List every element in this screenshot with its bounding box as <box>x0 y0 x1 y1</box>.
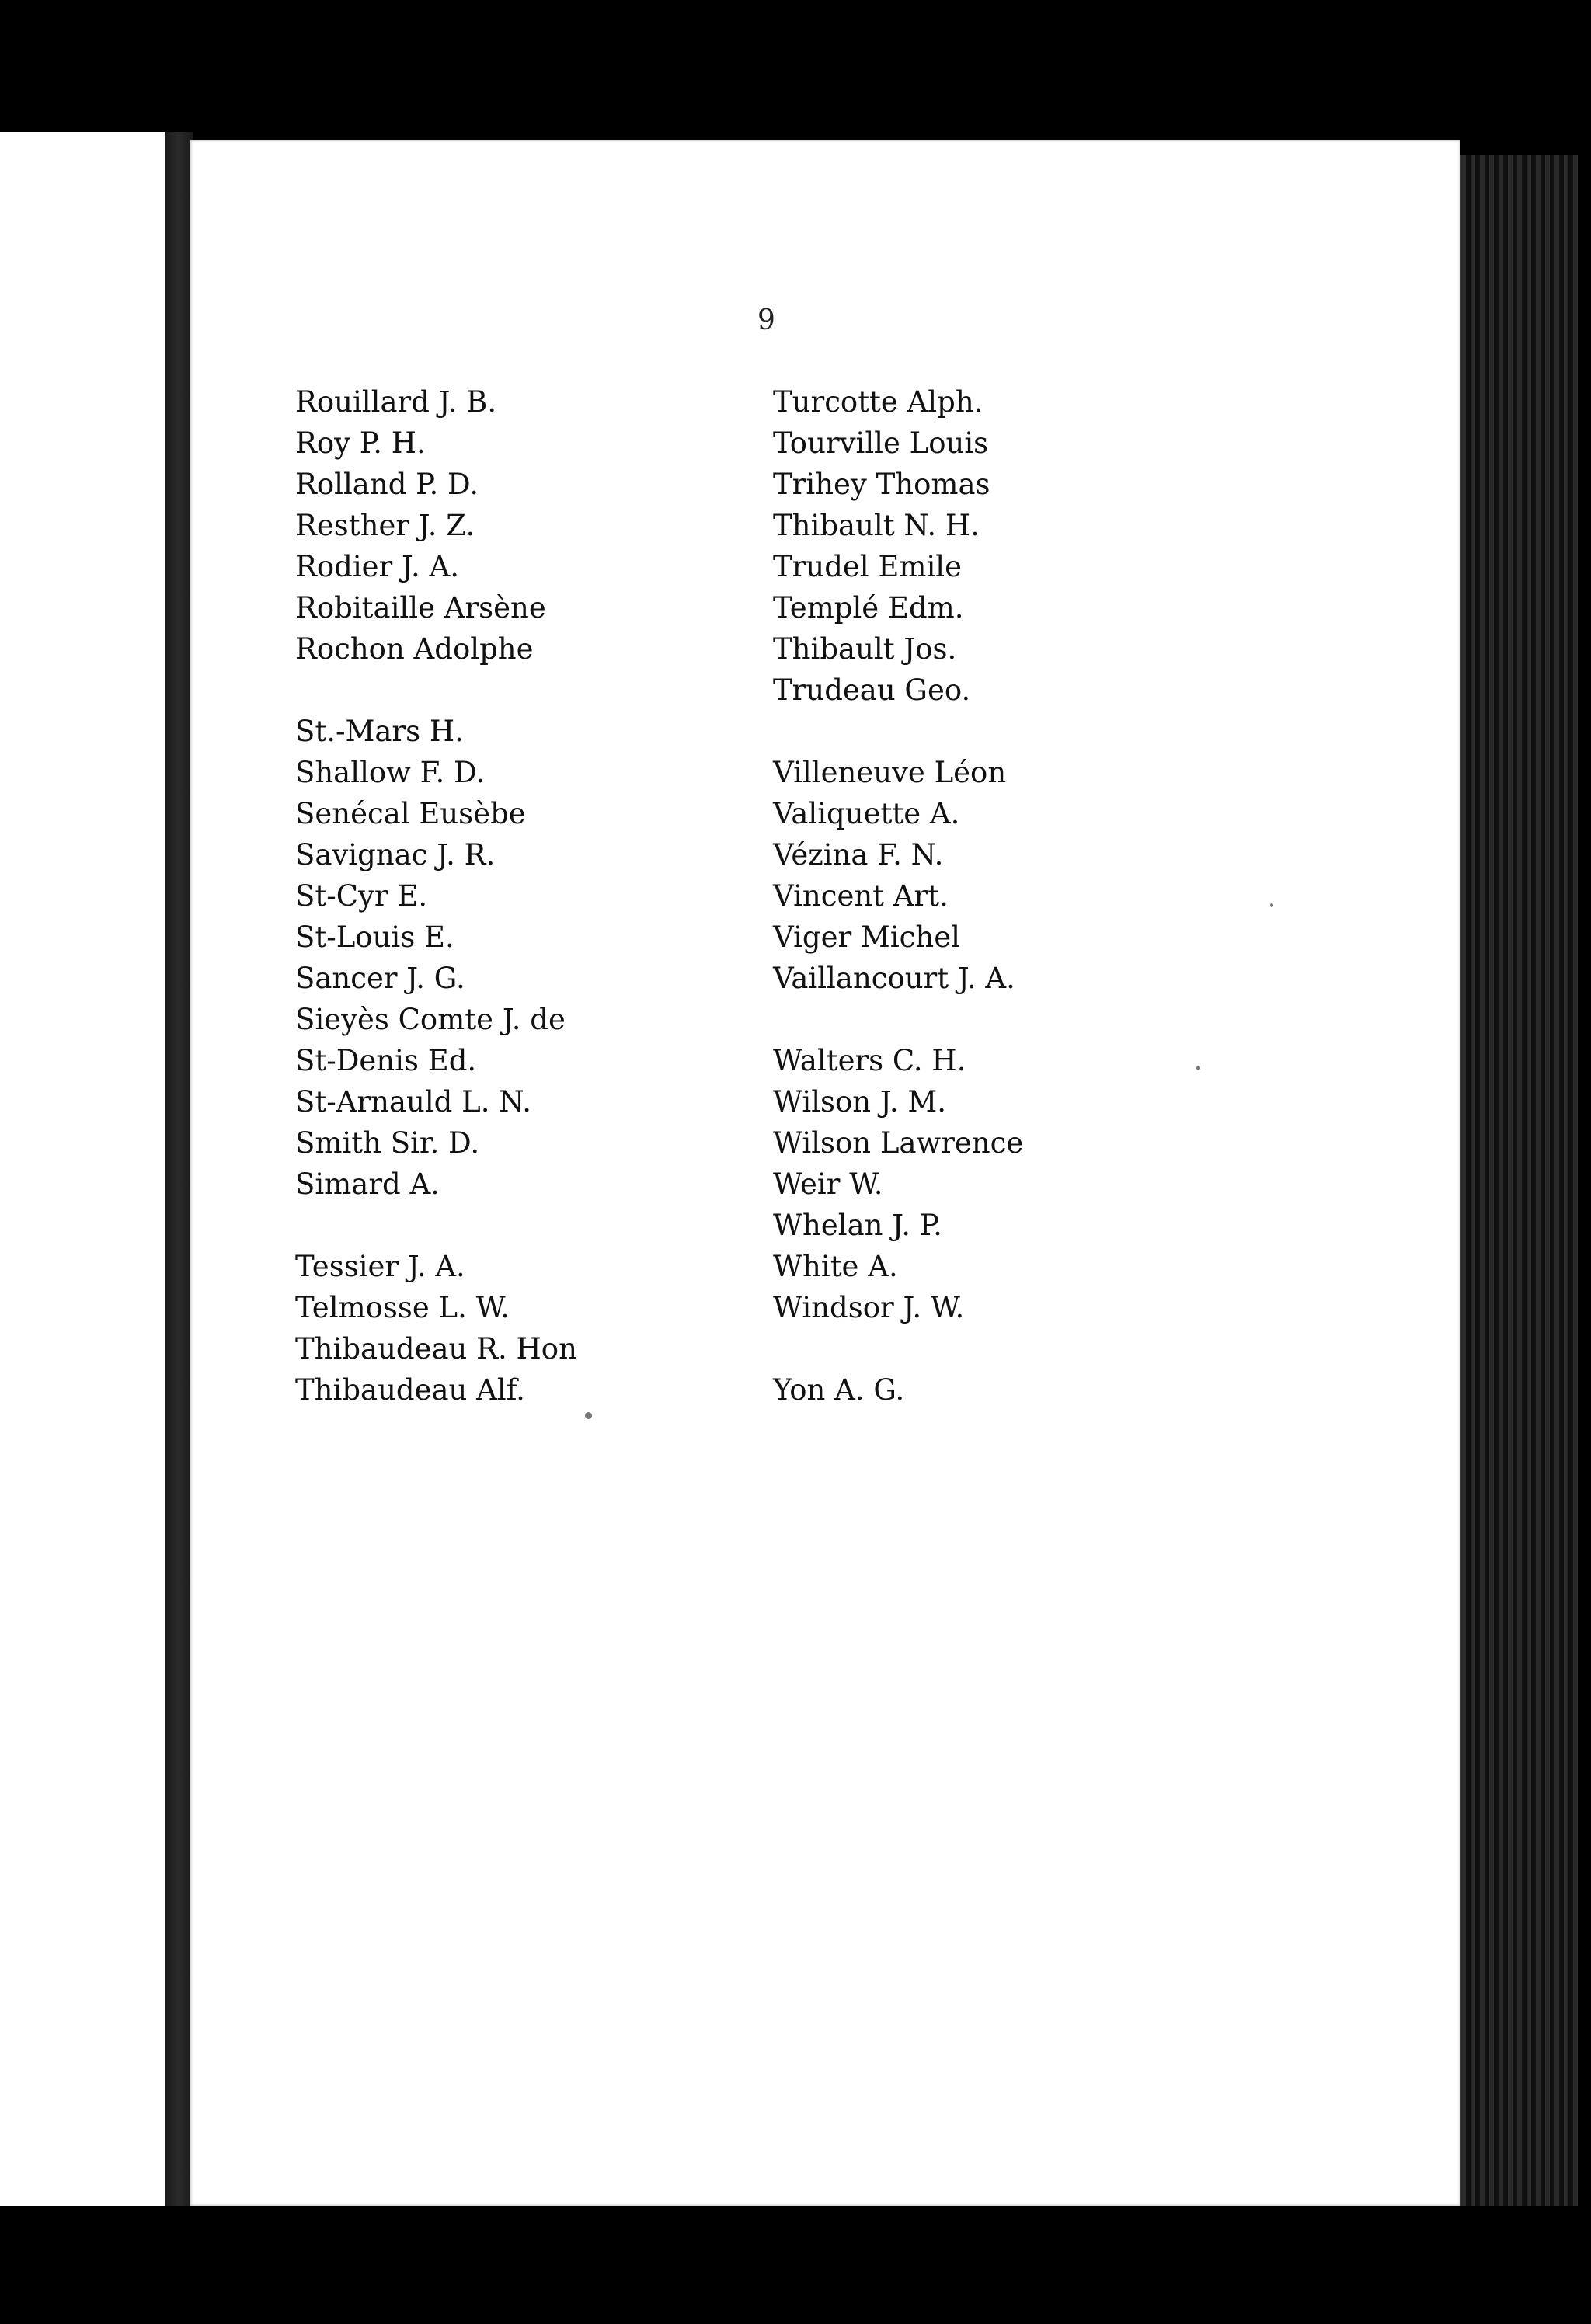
list-item: Walters C. H. <box>773 1044 966 1077</box>
list-item: Villeneuve Léon <box>773 756 1007 789</box>
list-item: Viger Michel <box>773 920 960 954</box>
name-group-r <box>295 381 577 670</box>
list-item: Savignac J. R. <box>295 838 496 872</box>
list-item: Senécal Eusèbe <box>295 797 526 830</box>
list-item: Simard A. <box>295 1167 440 1201</box>
list-item: Rochon Adolphe <box>295 632 534 666</box>
previous-page <box>0 132 166 2206</box>
list-item: Shallow F. D. <box>295 756 486 789</box>
list-item: Trudeau Geo. <box>773 673 971 707</box>
list-item: Vaillancourt J. A. <box>773 962 1015 995</box>
list-item: Smith Sir. D. <box>295 1126 480 1160</box>
list-item: Weir W. <box>773 1167 883 1201</box>
list-item: Sancer J. G. <box>295 962 465 995</box>
list-item: Windsor J. W. <box>773 1291 965 1324</box>
list-item: St-Arnauld L. N. <box>295 1085 531 1119</box>
list-item: Vézina F. N. <box>773 838 944 872</box>
list-item: Rolland P. D. <box>295 468 479 501</box>
list-item: St.-Mars H. <box>295 715 464 748</box>
list-item: Vincent Art. <box>773 879 949 913</box>
list-item: Tourville Louis <box>773 426 989 460</box>
name-group-v <box>773 752 1023 999</box>
list-item: Thibault Jos. <box>773 632 957 666</box>
ink-speck <box>1270 903 1273 907</box>
list-item: Roy P. H. <box>295 426 426 460</box>
name-group-t <box>773 381 1023 711</box>
list-item: Tessier J. A. <box>295 1250 465 1283</box>
list-item: Robitaille Arsène <box>295 591 546 624</box>
name-group-y <box>773 1369 1023 1411</box>
book-spine <box>165 132 193 2206</box>
list-item: Rodier J. A. <box>295 550 459 583</box>
list-item: Trudel Emile <box>773 550 963 583</box>
list-item: White A. <box>773 1250 898 1283</box>
name-group-s <box>295 711 577 1205</box>
list-item: Telmosse L. W. <box>295 1291 510 1324</box>
list-item: Templé Edm. <box>773 591 964 624</box>
list-item: Valiquette A. <box>773 797 960 830</box>
ink-speck <box>585 1412 592 1419</box>
name-group-w <box>773 1040 1023 1328</box>
left-name-column <box>295 381 577 1411</box>
list-item: Turcotte Alph. <box>773 385 983 419</box>
list-item: Whelan J. P. <box>773 1209 942 1242</box>
name-group-t <box>295 1246 577 1411</box>
ink-speck <box>1196 1066 1200 1070</box>
page-number: 9 <box>757 304 776 336</box>
list-item: Thibault N. H. <box>773 509 980 542</box>
list-item: St-Cyr E. <box>295 879 428 913</box>
list-item: Resther J. Z. <box>295 509 475 542</box>
right-name-column <box>773 381 1023 1411</box>
list-item: Wilson Lawrence <box>773 1126 1024 1160</box>
list-item: Thibaudeau R. Hon <box>295 1332 577 1366</box>
page-edges <box>1459 155 1578 2206</box>
list-item: Yon A. G. <box>773 1373 905 1407</box>
list-item: Trihey Thomas <box>773 468 990 501</box>
list-item: Sieyès Comte J. de <box>295 1003 566 1036</box>
list-item: Wilson J. M. <box>773 1085 947 1119</box>
list-item: St-Denis Ed. <box>295 1044 477 1077</box>
list-item: Rouillard J. B. <box>295 385 497 419</box>
list-item: Thibaudeau Alf. <box>295 1373 525 1407</box>
list-item: St-Louis E. <box>295 920 454 954</box>
